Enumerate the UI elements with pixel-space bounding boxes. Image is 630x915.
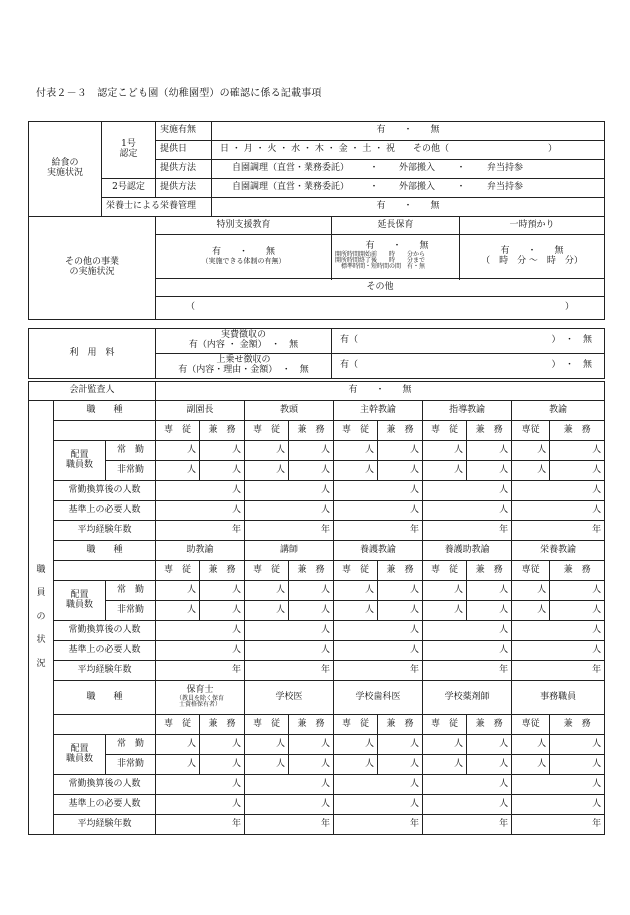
regular-count: 人 [334,735,378,755]
required-label: 基準上の必要人数 [54,641,156,661]
regular-count: 人 [200,441,245,461]
fees-table [28,328,605,379]
years-value: 年 [423,521,512,541]
regular-count: 人 [289,735,334,755]
years-label: 平均経験年数 [54,661,156,681]
fte-value: 人 [423,621,512,641]
irregular-count: 人 [550,461,605,481]
years-value: 年 [245,815,334,835]
fte-value: 人 [423,775,512,795]
years-value: 年 [334,521,423,541]
required-value: 人 [156,501,245,521]
full-time-header: 専 従 [334,421,378,441]
full-time-header: 専 従 [245,421,289,441]
years-value: 年 [245,521,334,541]
part-time-header: 兼 務 [378,715,423,735]
staff-table [28,400,605,835]
irregular-label: 非常勤 [106,461,156,481]
fte-value: 人 [245,621,334,641]
regular-count: 人 [334,581,378,601]
job-title: 教諭 [512,401,605,421]
staff-status-label: 職 員 の 状 況 [29,401,54,835]
regular-count: 人 [512,441,550,461]
part-time-header: 兼 務 [467,715,512,735]
irregular-count: 人 [334,601,378,621]
required-value: 人 [512,795,605,815]
regular-label: 常 勤 [106,735,156,755]
regular-count: 人 [245,581,289,601]
full-time-header: 専従 [512,561,550,581]
regular-label: 常 勤 [106,441,156,461]
part-time-header: 兼 務 [467,561,512,581]
regular-count: 人 [467,735,512,755]
irregular-count: 人 [512,601,550,621]
irregular-count: 人 [512,755,550,775]
required-value: 人 [512,641,605,661]
other-services-table [28,216,605,320]
years-value: 年 [423,815,512,835]
other-services-other-header: その他 [156,279,605,297]
full-time-header: 専 従 [245,715,289,735]
irregular-count: 人 [512,461,550,481]
required-value: 人 [334,501,423,521]
meal-status-label: 給食の 実施状況 [29,122,102,217]
regular-count: 人 [200,735,245,755]
regular-count: 人 [289,441,334,461]
fte-label: 常勤換算後の人数 [54,481,156,501]
irregular-count: 人 [245,461,289,481]
placement-label: 配置 職員数 [54,581,106,621]
audit-label: 会計監査人 [29,382,156,401]
part-time-header: 兼 務 [550,715,605,735]
audit-table [28,381,605,401]
fte-value: 人 [423,481,512,501]
full-time-header: 専 従 [245,561,289,581]
regular-count: 人 [423,581,467,601]
full-time-header: 専 従 [156,421,200,441]
job-title: 教頭 [245,401,334,421]
meal-method-label: 提供方法 [156,160,212,179]
regular-count: 人 [512,735,550,755]
fte-value: 人 [245,775,334,795]
fees-actual-label: 実費徴収の 有（内容 ・ 金額） ・ 無 [156,329,332,354]
job-type-label: 職 種 [54,401,156,421]
required-value: 人 [423,795,512,815]
placement-label: 配置 職員数 [54,735,106,775]
irregular-label: 非常勤 [106,601,156,621]
job-title: 事務職員 [512,681,605,715]
job-title: 学校歯科医 [334,681,423,715]
irregular-count: 人 [423,601,467,621]
part-time-header: 兼 務 [200,421,245,441]
meal-impl-label: 実施有無 [156,122,212,141]
job-title: 助教諭 [156,541,245,561]
regular-count: 人 [334,441,378,461]
irregular-count: 人 [289,461,334,481]
irregular-count: 人 [156,601,200,621]
irregular-count: 人 [550,755,605,775]
required-value: 人 [156,795,245,815]
regular-count: 人 [512,581,550,601]
required-value: 人 [245,641,334,661]
required-value: 人 [156,641,245,661]
years-value: 年 [245,661,334,681]
required-value: 人 [334,641,423,661]
regular-count: 人 [200,581,245,601]
job-title: 養護教諭 [334,541,423,561]
years-value: 年 [334,661,423,681]
fte-value: 人 [334,621,423,641]
regular-count: 人 [378,581,423,601]
extended-care-value: 有 ・ 無 開所時間開始前 時 分から 開所時間終了後 時 分まで 標準時間・短時間の間 有・無 [332,235,460,279]
years-value: 年 [512,661,605,681]
regular-count: 人 [289,581,334,601]
part-time-header: 兼 務 [550,421,605,441]
full-time-header: 専 従 [334,715,378,735]
full-time-header: 専 従 [156,561,200,581]
temporary-care-header: 一時預かり [460,217,605,235]
regular-label: 常 勤 [106,581,156,601]
part-time-header: 兼 務 [467,421,512,441]
special-support-value: 有 ・ 無 （実施できる体制の有無） [156,235,332,279]
fte-value: 人 [245,481,334,501]
part-time-header: 兼 務 [200,715,245,735]
extended-care-header: 延長保育 [332,217,460,235]
irregular-count: 人 [550,601,605,621]
meal-group2-label: 2号認定 [102,179,156,198]
full-time-header: 専 従 [334,561,378,581]
part-time-header: 兼 務 [289,561,334,581]
fees-label: 利 用 料 [29,329,156,379]
temporary-care-value: 有 ・ 無 （ 時 分 ～ 時 分） [460,235,605,279]
years-value: 年 [156,661,245,681]
nutrition-value: 有 ・ 無 [212,198,605,217]
required-value: 人 [245,795,334,815]
required-value: 人 [512,501,605,521]
irregular-count: 人 [467,601,512,621]
other-services-other-value: （ ） [156,297,605,320]
years-value: 年 [423,661,512,681]
regular-count: 人 [378,735,423,755]
irregular-count: 人 [156,755,200,775]
irregular-count: 人 [378,601,423,621]
job-title: 主幹教諭 [334,401,423,421]
years-value: 年 [512,521,605,541]
regular-count: 人 [423,735,467,755]
regular-count: 人 [423,441,467,461]
required-value: 人 [423,641,512,661]
regular-count: 人 [378,441,423,461]
years-value: 年 [156,815,245,835]
required-label: 基準上の必要人数 [54,795,156,815]
fte-value: 人 [512,775,605,795]
years-label: 平均経験年数 [54,521,156,541]
irregular-count: 人 [289,601,334,621]
job-title: 栄養教諭 [512,541,605,561]
regular-count: 人 [156,441,200,461]
special-support-header: 特別支援教育 [156,217,332,235]
fees-extra-label: 上乗せ徴収の 有（内容・理由・金額） ・ 無 [156,354,332,379]
fte-value: 人 [512,621,605,641]
regular-count: 人 [550,581,605,601]
required-value: 人 [334,795,423,815]
required-value: 人 [423,501,512,521]
full-time-header: 専 従 [423,421,467,441]
meal-method-label-g2: 提供方法 [156,179,212,198]
placement-label: 配置 職員数 [54,441,106,481]
job-title: 学校薬剤師 [423,681,512,715]
irregular-count: 人 [156,461,200,481]
fte-label: 常勤換算後の人数 [54,775,156,795]
regular-count: 人 [245,735,289,755]
part-time-header: 兼 務 [550,561,605,581]
meal-method-value-g2: 自園調理（直営・業務委託） ・ 外部搬入 ・ 弁当持参 [212,179,605,198]
fte-value: 人 [334,775,423,795]
regular-count: 人 [550,735,605,755]
fees-actual-value: 有（ ） ・ 無 [332,329,605,354]
irregular-count: 人 [467,461,512,481]
fte-value: 人 [156,775,245,795]
meal-method-value-g1: 自園調理（直営・業務委託） ・ 外部搬入 ・ 弁当持参 [212,160,605,179]
other-services-label: その他の事業 の実施状況 [29,217,156,320]
job-nursery: 保育士 （教員を除く保育 士資格保有者） [156,681,245,715]
job-title: 指導教諭 [423,401,512,421]
irregular-count: 人 [200,601,245,621]
full-time-header: 専従 [512,421,550,441]
irregular-count: 人 [200,755,245,775]
regular-count: 人 [467,441,512,461]
fte-value: 人 [156,621,245,641]
regular-count: 人 [550,441,605,461]
irregular-label: 非常勤 [106,755,156,775]
audit-value: 有 ・ 無 [156,382,605,401]
job-title: 学校医 [245,681,334,715]
irregular-count: 人 [245,601,289,621]
irregular-count: 人 [334,755,378,775]
years-value: 年 [334,815,423,835]
regular-count: 人 [156,581,200,601]
meal-status-table [28,121,605,217]
irregular-count: 人 [289,755,334,775]
regular-count: 人 [156,735,200,755]
required-value: 人 [245,501,334,521]
required-label: 基準上の必要人数 [54,501,156,521]
part-time-header: 兼 務 [378,561,423,581]
irregular-count: 人 [334,461,378,481]
irregular-count: 人 [423,755,467,775]
years-value: 年 [512,815,605,835]
fte-value: 人 [512,481,605,501]
full-time-header: 専 従 [423,715,467,735]
job-type-label: 職 種 [54,541,156,561]
meal-group1-label: 1号 認定 [102,122,156,179]
job-title: 養護助教諭 [423,541,512,561]
part-time-header: 兼 務 [289,715,334,735]
meal-impl-value: 有 ・ 無 [212,122,605,141]
job-title: 講師 [245,541,334,561]
fte-value: 人 [334,481,423,501]
irregular-count: 人 [423,461,467,481]
page-title: 付表２－３ 認定こども園（幼稚園型）の確認に係る記載事項 [36,88,322,99]
part-time-header: 兼 務 [289,421,334,441]
irregular-count: 人 [378,755,423,775]
job-type-blank [54,561,156,581]
full-time-header: 専 従 [423,561,467,581]
job-type-blank [54,715,156,735]
irregular-count: 人 [378,461,423,481]
years-label: 平均経験年数 [54,815,156,835]
fte-value: 人 [156,481,245,501]
irregular-count: 人 [245,755,289,775]
irregular-count: 人 [467,755,512,775]
regular-count: 人 [467,581,512,601]
irregular-count: 人 [200,461,245,481]
job-type-label: 職 種 [54,681,156,715]
nutrition-label: 栄養士による栄養管理 [102,198,212,217]
full-time-header: 専従 [512,715,550,735]
full-time-header: 専 従 [156,715,200,735]
fte-label: 常勤換算後の人数 [54,621,156,641]
part-time-header: 兼 務 [200,561,245,581]
job-type-blank [54,421,156,441]
meal-days-value: 日 ・ 月 ・ 火 ・ 水 ・ 木 ・ 金 ・ 土 ・ 祝 その他（ ） [212,141,605,160]
regular-count: 人 [245,441,289,461]
part-time-header: 兼 務 [378,421,423,441]
job-title: 副園長 [156,401,245,421]
years-value: 年 [156,521,245,541]
fees-extra-value: 有（ ） ・ 無 [332,354,605,379]
meal-days-label: 提供日 [156,141,212,160]
